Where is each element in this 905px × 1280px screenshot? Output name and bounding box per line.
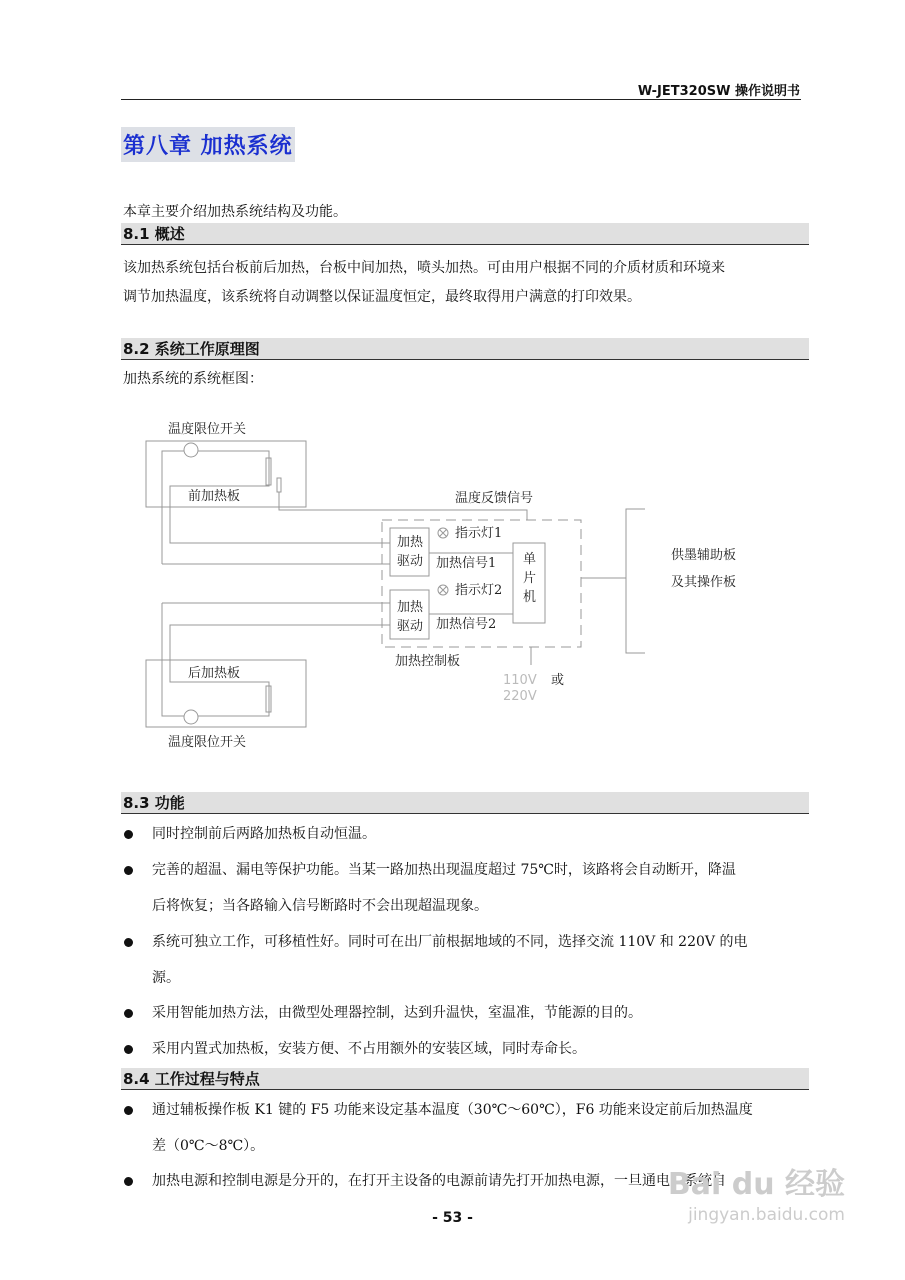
bullet-item: 采用智能加热方法，由微型处理器控制，达到升温快，室温准，节能源的目的。 bbox=[124, 995, 814, 1031]
header-title: W-JET320SW 操作说明书 bbox=[637, 84, 800, 99]
label: 驱动 bbox=[397, 554, 424, 569]
label: 驱动 bbox=[397, 619, 424, 634]
bullet-item: 通过辅板操作板 K1 键的 F5 功能来设定基本温度（30℃～60℃），F6 功能来设定前后加热温度 差（0℃～8℃）。 bbox=[124, 1092, 814, 1164]
label: 加热信号2 bbox=[436, 617, 497, 632]
section-heading: 8.1 概述 bbox=[121, 223, 809, 245]
text-line: 调节加热温度，该系统将自动调整以保证温度恒定，最终取得用户满意的打印效果。 bbox=[123, 289, 641, 305]
temp-sensor bbox=[277, 478, 281, 492]
bullet-item: 采用内置式加热板，安装方便、不占用额外的安装区域，同时寿命长。 bbox=[124, 1031, 814, 1067]
intro-text: 本章主要介绍加热系统结构及功能。 bbox=[123, 204, 347, 220]
text-line: 该加热系统包括台板前后加热，台板中间加热，喷头加热。可由用户根据不同的介质材质和环境来 bbox=[123, 260, 725, 276]
bullet-item: 系统可独立工作，可移植性好。同时可在出厂前根据地域的不同，选择交流 110V 和 220V 的电 源。 bbox=[124, 924, 814, 996]
bullet-item: 完善的超温、漏电等保护功能。当某一路加热出现温度超过 75℃时，该路将会自动断开，降温 后将恢复；当各路输入信号断路时不会出现超温现象。 bbox=[124, 852, 814, 924]
label: 温度反馈信号 bbox=[455, 491, 534, 506]
watermark: Bai du 经验 jingyan.baidu.com bbox=[667, 1167, 845, 1225]
label: 温度限位开关 bbox=[168, 422, 247, 437]
bullet-item: 同时控制前后两路加热板自动恒温。 bbox=[124, 816, 814, 852]
label: 指示灯1 bbox=[455, 526, 503, 541]
page-number: - 53 - bbox=[432, 1210, 473, 1226]
label: 加热信号1 bbox=[436, 556, 497, 571]
label: 片 bbox=[523, 571, 537, 586]
chapter-title: 第八章 加热系统 bbox=[121, 127, 295, 162]
label: 220V bbox=[503, 689, 537, 704]
section-heading: 8.2 系统工作原理图 bbox=[121, 338, 809, 360]
switch-icon bbox=[184, 710, 198, 724]
switch-icon bbox=[184, 443, 198, 457]
bullet-item: 加热电源和控制电源是分开的，在打开主设备的电源前请先打开加热电源，一旦通电，系统自 bbox=[124, 1163, 814, 1199]
label: 单 bbox=[523, 552, 537, 567]
label: 供墨辅助板 bbox=[671, 548, 737, 563]
label: 指示灯2 bbox=[455, 583, 503, 598]
label: 加热 bbox=[397, 600, 424, 615]
label: 加热 bbox=[397, 535, 424, 550]
section-heading: 8.4 工作过程与特点 bbox=[121, 1068, 809, 1090]
text-line: 加热系统的系统框图： bbox=[123, 371, 263, 387]
label: 后加热板 bbox=[188, 666, 241, 681]
label: 温度限位开关 bbox=[168, 735, 247, 750]
label: 及其操作板 bbox=[671, 575, 737, 590]
label: 或 bbox=[551, 673, 565, 688]
section-heading: 8.3 功能 bbox=[121, 792, 809, 814]
label: 前加热板 bbox=[188, 489, 241, 504]
label: 110V bbox=[503, 673, 537, 688]
label: 加热控制板 bbox=[395, 654, 461, 669]
label: 机 bbox=[523, 590, 537, 605]
